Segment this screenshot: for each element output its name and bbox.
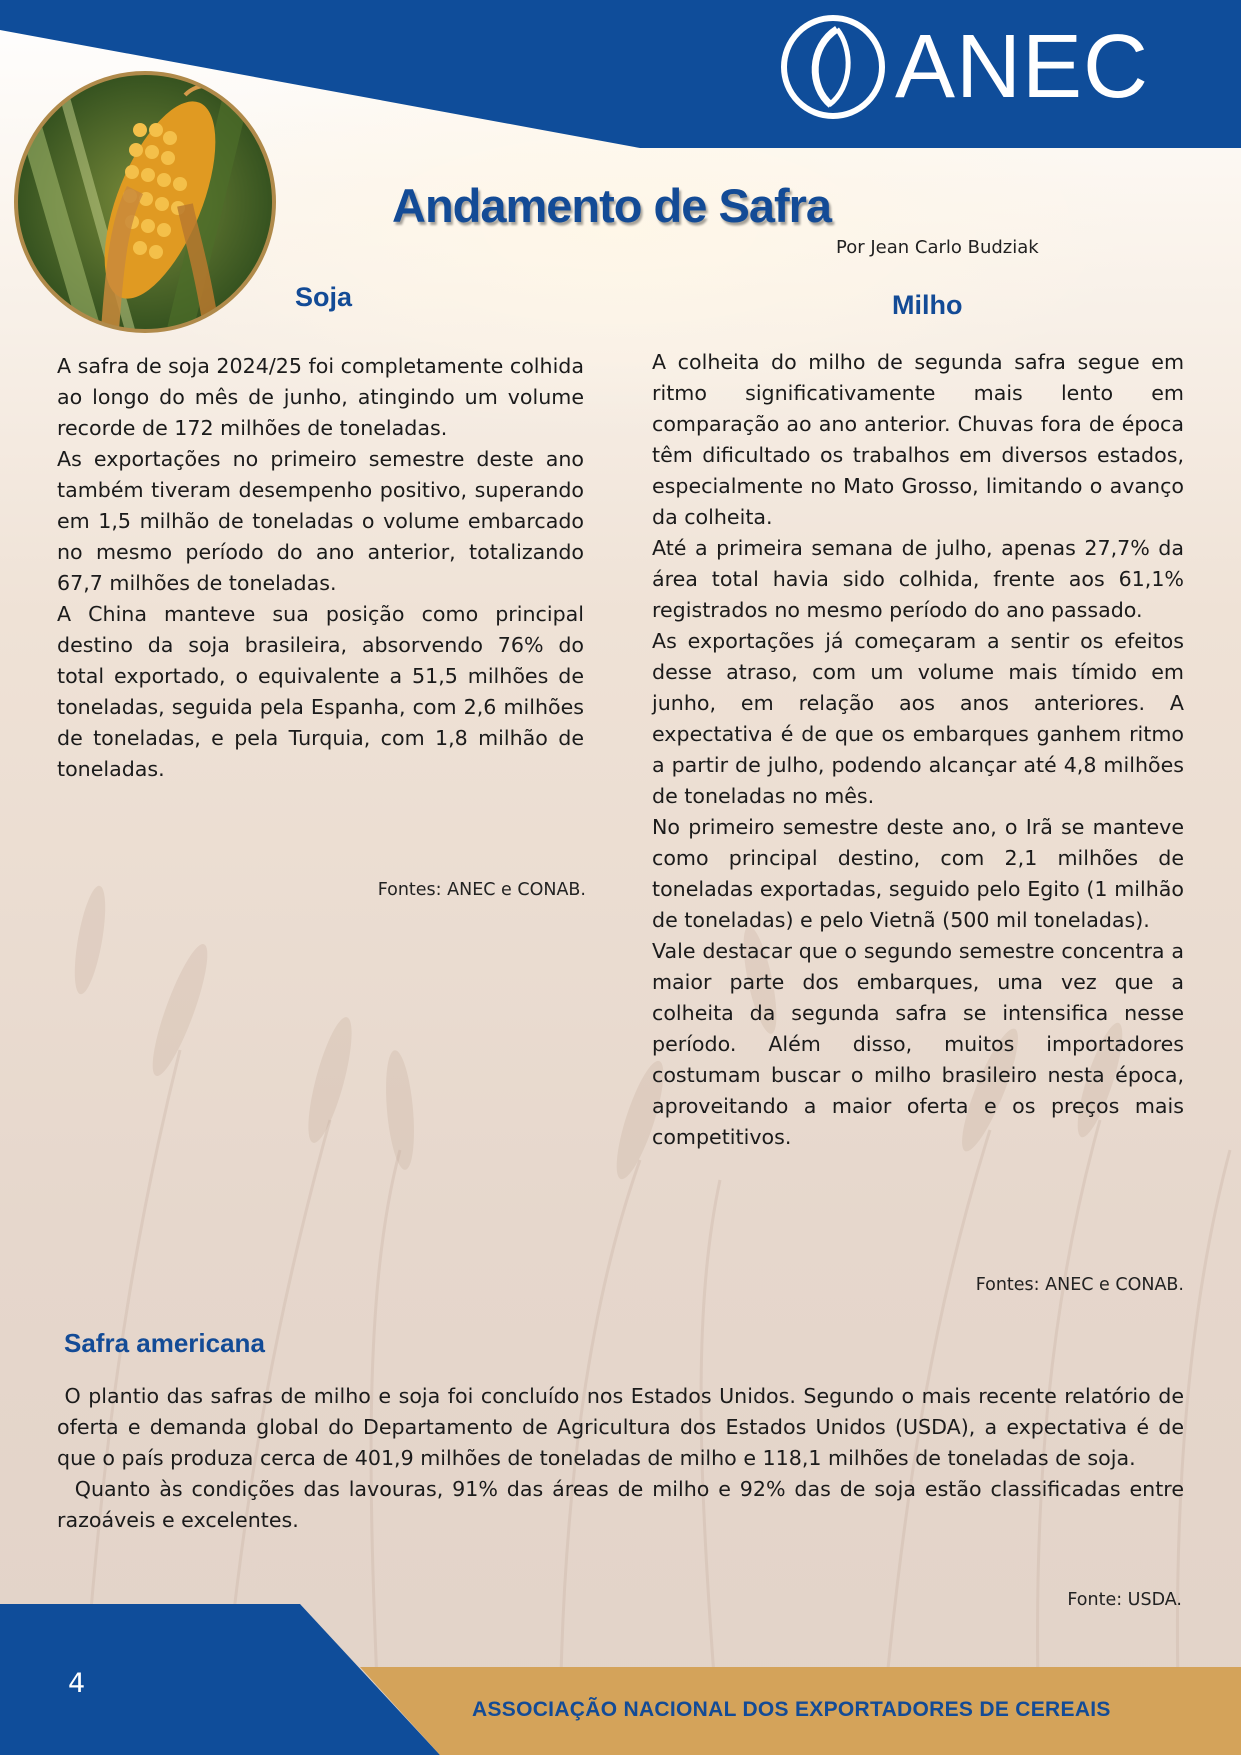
paragraph: O plantio das safras de milho e soja foi concluído nos Estados Unidos. Segundo o mais recente relatório de oferta e demanda global do Departamento de Agricultura dos Estados Unidos (USDA), a expectativa é de que o país produza cerca de 401,9 milhões de toneladas de milho e 118,1 milhões de toneladas de soja.	[57, 1384, 1184, 1470]
paragraph: As exportações já começaram a sentir os efeitos desse atraso, com um volume mais tímido em junho, em relação aos anos anteriores. A expectativa é de que os embarques ganhem ritmo a partir de julho, podendo alcançar até 4,8 milhões de toneladas no mês.	[652, 629, 1184, 808]
paragraph: A China manteve sua posição como principal destino da soja brasileira, absorvendo 76% do total exportado, o equivalente a 51,5 milhões de toneladas, seguida pela Espanha, com 2,6 milhões de toneladas, e pela Turquia, com 1,8 milhão de toneladas.	[57, 602, 584, 781]
section-heading-safra-americana: Safra americana	[64, 1328, 265, 1358]
section-heading-milho: Milho	[892, 290, 963, 320]
paragraph: No primeiro semestre deste ano, o Irã se manteve como principal destino, com 2,1 milhões de toneladas exportadas, seguido pelo Egito (1 milhão de toneladas) e pelo Vietnã (500 mil toneladas).	[652, 815, 1184, 932]
logo-wordmark: ANEC	[895, 17, 1150, 117]
paragraph: A safra de soja 2024/25 foi completamente colhida ao longo do mês de junho, atingindo um volume recorde de 172 milhões de toneladas.	[57, 354, 584, 440]
safra-americana-article	[57, 1381, 1184, 1536]
anec-logo	[779, 12, 1179, 122]
paragraph: A colheita do milho de segunda safra segue em ritmo significativamente mais lento em comparação ao ano anterior. Chuvas fora de época têm dificultado os trabalhos em diversos estados, especialmente no Mato Grosso, limitando o avanço da colheita.	[652, 350, 1184, 529]
paragraph: Quanto às condições das lavouras, 91% das áreas de milho e 92% das de soja estão classificadas entre razoáveis e excelentes.	[57, 1477, 1184, 1532]
section-heading-soja: Soja	[295, 282, 353, 312]
author-byline: Por Jean Carlo Budziak	[836, 237, 1039, 258]
source-note-milho: Fontes: ANEC e CONAB.	[975, 1275, 1184, 1295]
paragraph: As exportações no primeiro semestre deste ano também tiveram desempenho positivo, superando em 1,5 milhão de toneladas o volume embarcado no mesmo período do ano anterior, totalizando 67,7 milhões de toneladas.	[57, 447, 584, 595]
source-note-usda: Fonte: USDA.	[1067, 1590, 1182, 1610]
corn-photo	[17, 74, 273, 330]
source-note-soja: Fontes: ANEC e CONAB.	[377, 880, 586, 900]
anec-leaf-emblem-icon	[779, 13, 887, 121]
paragraph: Vale destacar que o segundo semestre concentra a maior parte dos embarques, uma vez que a colheita da segunda safra se intensifica nesse período. Além disso, muitos importadores costumam buscar o milho brasileiro nesta época, aproveitando a maior oferta e os preços mais competitivos.	[652, 939, 1184, 1149]
paragraph: Até a primeira semana de julho, apenas 27,7% da área total havia sido colhida, frente aos 61,1% registrados no mesmo período do ano passado.	[652, 536, 1184, 622]
page-title: Andamento de Safra	[392, 179, 832, 232]
milho-article	[652, 347, 1184, 1153]
soja-article	[57, 351, 584, 785]
footer-organization-name: ASSOCIAÇÃO NACIONAL DOS EXPORTADORES DE CEREAIS	[472, 1698, 1111, 1721]
page-number: 4	[68, 1668, 86, 1699]
